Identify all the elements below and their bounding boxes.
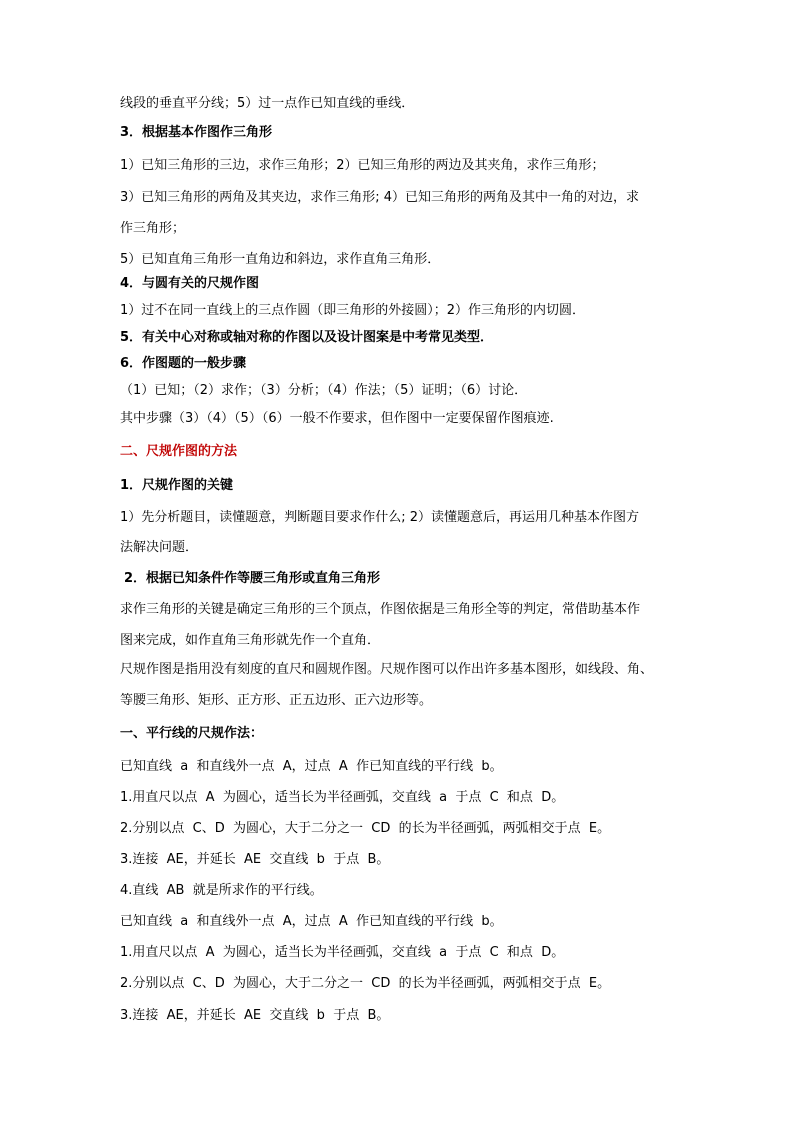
section-heading: 6．作图题的一般步骤 [120,356,247,371]
text-line: 3）已知三角形的两角及其夹边，求作三角形; 4）已知三角形的两角及其中一角的对边，求 [120,190,640,205]
text-line: 4.直线 AB 就是所求作的平行线。 [120,883,323,898]
text-line: 2.分别以点 C、D 为圆心，大于二分之一 CD 的长为半径画弧，两弧相交于点 E。 [120,821,611,836]
text-line: 线段的垂直平分线；5）过一点作已知直线的垂线． [120,96,415,111]
text-line: 法解决问题． [120,540,199,555]
section-heading: 4．与圆有关的尺规作图 [120,276,260,291]
text-line: 3.连接 AE，并延长 AE 交直线 b 于点 B。 [120,852,390,867]
text-line: 1.用直尺以点 A 为圆心，适当长为半径画弧，交直线 a 于点 C 和点 D。 [120,790,565,805]
text-line: 其中步骤（3）（4）（5）（6）一般不作要求，但作图中一定要保留作图痕迹. [120,411,554,426]
text-line: 作三角形； [120,221,186,236]
section-heading: 5．有关中心对称或轴对称的作图以及设计图案是中考常见类型． [120,330,494,345]
text-line: 求作三角形的关键是确定三角形的三个顶点，作图依据是三角形全等的判定，常借助基本作 [120,602,641,617]
text-line: 1.用直尺以点 A 为圆心，适当长为半径画弧，交直线 a 于点 C 和点 D。 [120,945,565,960]
chapter-heading: 二、尺规作图的方法 [120,444,238,459]
section-heading: 一、平行线的尺规作法： [120,726,264,741]
text-line: 1）先分析题目，读懂题意，判断题目要求作什么; 2）读懂题意后，再运用几种基本作图方 [120,510,640,525]
text-line: 3.连接 AE，并延长 AE 交直线 b 于点 B。 [120,1008,390,1023]
text-line: 等腰三角形、矩形、正方形、正五边形、正六边形等。 [120,693,433,708]
text-line: 图来完成，如作直角三角形就先作一个直角． [120,633,381,648]
text-line: 2.分别以点 C、D 为圆心，大于二分之一 CD 的长为半径画弧，两弧相交于点 E。 [120,976,611,991]
section-heading: 3．根据基本作图作三角形 [120,125,273,140]
text-line: 5）已知直角三角形一直角边和斜边，求作直角三角形． [120,252,441,267]
text-line: （1）已知；（2）求作；（3）分析；（4）作法；（5）证明；（6）讨论． [120,383,528,398]
text-line: 已知直线 a 和直线外一点 A，过点 A 作已知直线的平行线 b。 [120,914,503,929]
text-line: 1）过不在同一直线上的三点作圆（即三角形的外接圆）；2）作三角形的内切圆． [120,303,586,318]
text-line: 尺规作图是指用没有刻度的直尺和圆规作图。尺规作图可以作出许多基本图形，如线段、角、 [120,662,654,677]
text-line: 已知直线 a 和直线外一点 A，过点 A 作已知直线的平行线 b。 [120,759,503,774]
text-line: 1）已知三角形的三边，求作三角形；2）已知三角形的两边及其夹角，求作三角形； [120,158,605,173]
section-heading: 1．尺规作图的关键 [120,478,234,493]
section-heading: 2．根据已知条件作等腰三角形或直角三角形 [124,571,381,586]
